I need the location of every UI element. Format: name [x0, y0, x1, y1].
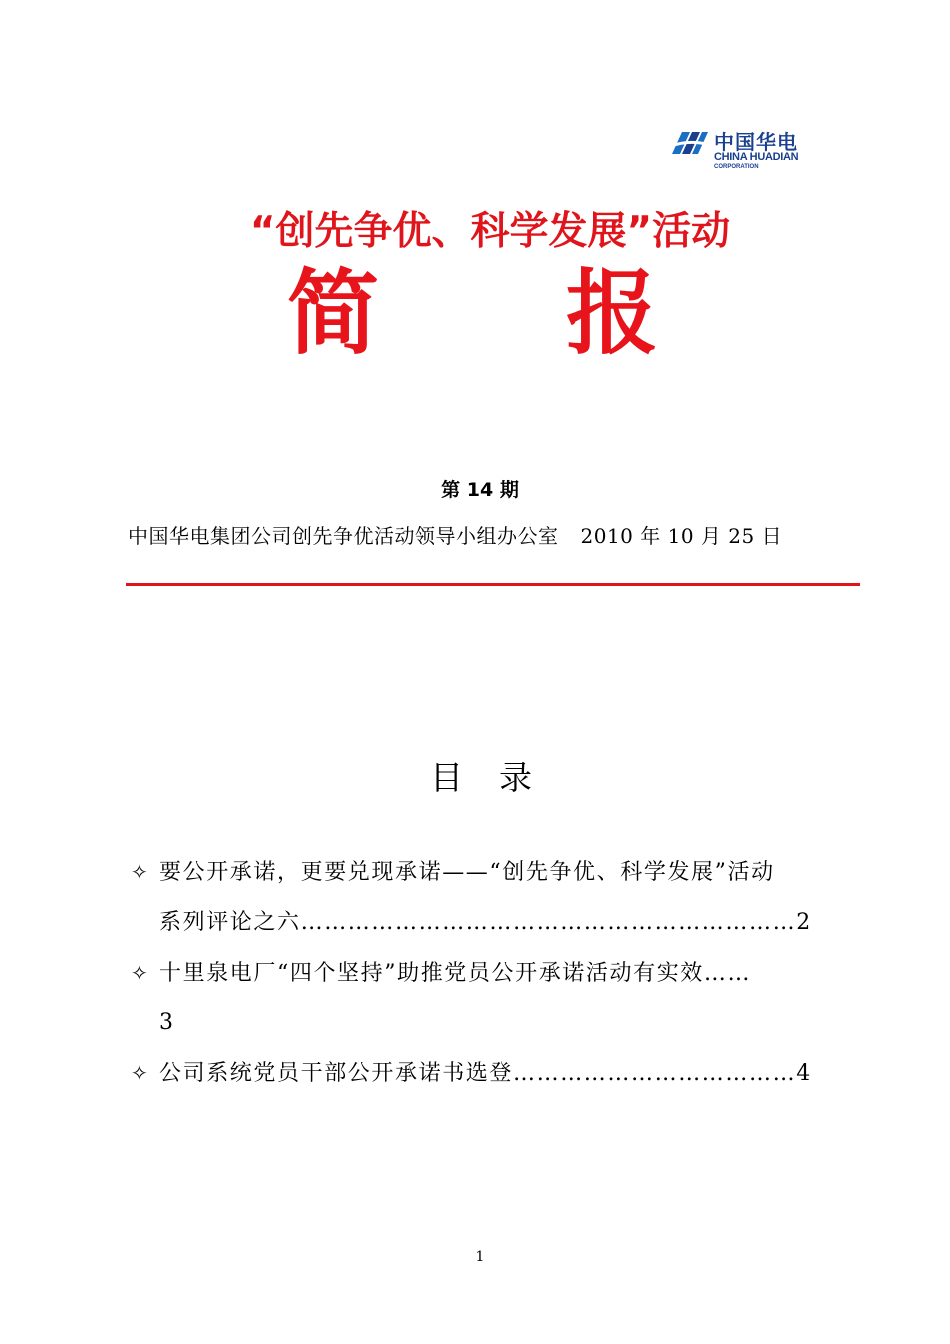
briefing-title-char-1: 简	[287, 260, 380, 367]
publisher-org: 中国华电集团公司创先争优活动领导小组办公室	[128, 524, 559, 548]
toc-item-1[interactable]	[131, 857, 775, 888]
toc-item-2-continued[interactable]	[159, 1008, 175, 1038]
toc-item-1-continued[interactable]	[159, 908, 812, 938]
issue-number: 第 14 期	[441, 479, 519, 501]
toc-item-2[interactable]	[131, 958, 751, 989]
toc-item-1-text-2: 系列评论之六………………………………………………………2	[159, 910, 812, 935]
toc-item-2-page: 3	[159, 1010, 175, 1035]
activity-subtitle: “创先争优、科学发展”活动	[249, 209, 731, 254]
toc-heading-char-1: 目	[430, 758, 463, 797]
logo-english-name: CHINA HUADIAN	[714, 151, 799, 163]
page-number: 1	[475, 1249, 485, 1265]
diamond-outline-icon: ✧	[131, 961, 150, 985]
china-huadian-logo-mark-icon	[668, 128, 710, 158]
toc-heading-char-2: 录	[499, 758, 532, 797]
china-huadian-logo	[668, 126, 818, 174]
toc-item-3-text: 公司系统党员干部公开承诺书选登………………………………4	[159, 1061, 812, 1086]
publisher-line	[128, 523, 828, 549]
toc-item-1-text: 要公开承诺，更要兑现承诺——“创先争优、科学发展”活动	[159, 860, 775, 885]
toc-item-2-text: 十里泉电厂“四个坚持”助推党员公开承诺活动有实效……	[159, 961, 752, 986]
publish-date: 2010 年 10 月 25 日	[580, 524, 783, 548]
logo-chinese-name: 中国华电	[714, 130, 798, 154]
diamond-outline-icon: ✧	[131, 860, 150, 884]
header-divider	[126, 583, 860, 586]
logo-english-subname: CORPORATION	[714, 164, 759, 170]
toc-item-3[interactable]	[131, 1058, 812, 1089]
briefing-title-char-2: 报	[566, 260, 659, 367]
diamond-outline-icon: ✧	[131, 1061, 150, 1085]
toc-heading	[430, 752, 532, 799]
